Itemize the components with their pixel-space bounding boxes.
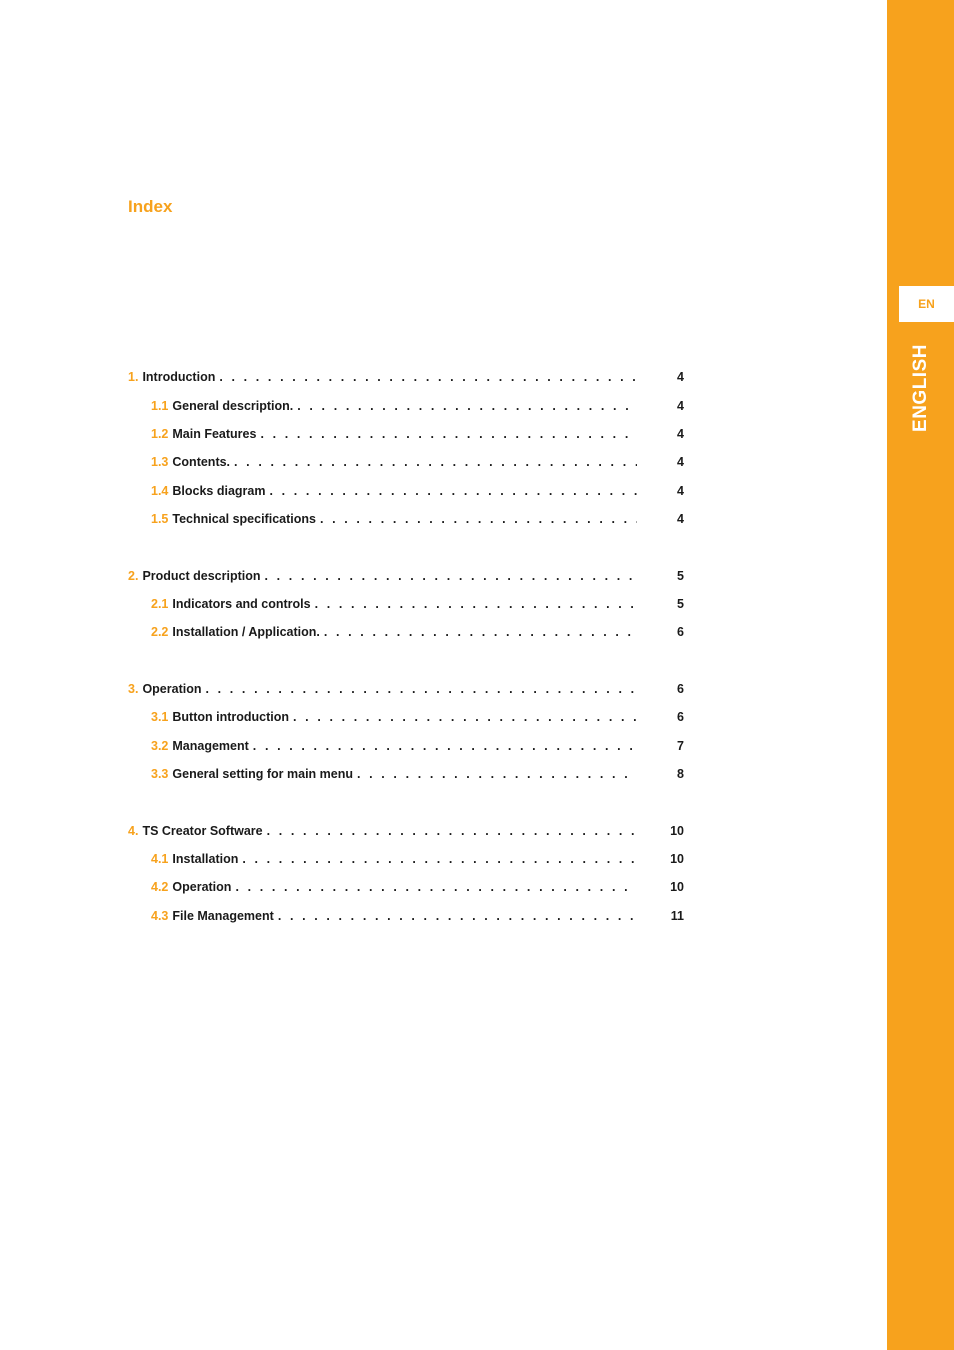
toc-entry-page: 4 bbox=[677, 455, 684, 469]
toc-entry-page: 4 bbox=[677, 399, 684, 413]
toc-entry-page: 8 bbox=[677, 767, 684, 781]
toc-entry-number: 1.3 bbox=[151, 455, 169, 469]
toc-entry[interactable] bbox=[151, 455, 684, 471]
toc-entry-number: 1.5 bbox=[151, 512, 169, 526]
toc-entry-page: 6 bbox=[677, 710, 684, 724]
toc-entry-label: Main Features bbox=[172, 427, 257, 441]
toc-entry[interactable] bbox=[128, 370, 684, 386]
toc-leader-dots bbox=[357, 767, 637, 781]
toc-leader-dots bbox=[265, 569, 637, 583]
toc-entry-label: TS Creator Software bbox=[142, 824, 263, 838]
toc-entry[interactable] bbox=[151, 399, 684, 415]
toc-entry-label: Technical specifications bbox=[172, 512, 316, 526]
toc-entry-number: 1.4 bbox=[151, 484, 169, 498]
toc-entry[interactable] bbox=[151, 909, 684, 925]
toc-leader-dots bbox=[324, 625, 637, 639]
toc-leader-dots bbox=[293, 710, 637, 724]
toc-leader-dots bbox=[235, 880, 635, 894]
toc-entry-page: 5 bbox=[677, 597, 684, 611]
toc-leader-dots bbox=[205, 682, 637, 696]
toc-entry[interactable] bbox=[151, 625, 684, 641]
toc-entry-number: 3. bbox=[128, 682, 139, 696]
toc-entry[interactable] bbox=[128, 682, 684, 698]
toc-entry-number: 3.3 bbox=[151, 767, 169, 781]
toc-entry[interactable] bbox=[151, 767, 684, 783]
toc-entry-label: Button introduction bbox=[172, 710, 290, 724]
toc-leader-dots bbox=[242, 852, 635, 866]
toc-entry-number: 2.1 bbox=[151, 597, 169, 611]
toc-entry-page: 5 bbox=[677, 569, 684, 583]
toc-entry-page: 4 bbox=[677, 370, 684, 384]
toc-entry-label: Operation bbox=[142, 682, 202, 696]
toc-entry-number: 4.2 bbox=[151, 880, 169, 894]
toc-entry-label: General description. bbox=[172, 399, 294, 413]
toc-leader-dots bbox=[320, 512, 637, 526]
toc-entry-label: Indicators and controls bbox=[172, 597, 311, 611]
toc-entry-label: Installation bbox=[172, 852, 239, 866]
toc-entry-page: 11 bbox=[670, 909, 684, 923]
toc-entry-label: Introduction bbox=[142, 370, 216, 384]
toc-leader-dots bbox=[269, 484, 637, 498]
toc-entry[interactable] bbox=[151, 597, 684, 613]
toc-entry-page: 4 bbox=[677, 484, 684, 498]
toc-entry[interactable] bbox=[151, 852, 684, 868]
toc-entry-label: Contents. bbox=[172, 455, 231, 469]
toc-entry[interactable] bbox=[151, 484, 684, 500]
toc-entry[interactable] bbox=[151, 710, 684, 726]
page-title: Index bbox=[128, 197, 173, 216]
toc-entry-label: File Management bbox=[172, 909, 274, 923]
toc-entry-number: 1. bbox=[128, 370, 139, 384]
toc-entry[interactable] bbox=[151, 880, 684, 896]
toc-entry-label: Installation / Application. bbox=[172, 625, 320, 639]
toc-entry-page: 6 bbox=[677, 625, 684, 639]
language-tab-en[interactable]: EN bbox=[899, 286, 954, 322]
toc-entry-number: 4.1 bbox=[151, 852, 169, 866]
toc-entry-page: 4 bbox=[677, 427, 684, 441]
toc-leader-dots bbox=[267, 824, 635, 838]
toc-entry-page: 4 bbox=[677, 512, 684, 526]
toc-entry-page: 10 bbox=[670, 880, 684, 894]
toc-entry[interactable] bbox=[151, 427, 684, 443]
toc-entry-label: Blocks diagram bbox=[172, 484, 266, 498]
toc-leader-dots bbox=[253, 739, 637, 753]
toc-leader-dots bbox=[315, 597, 637, 611]
toc-entry[interactable] bbox=[128, 824, 684, 840]
toc-leader-dots bbox=[234, 455, 637, 469]
toc-leader-dots bbox=[297, 399, 637, 413]
toc-entry-number: 4. bbox=[128, 824, 139, 838]
toc-entry-number: 2. bbox=[128, 569, 139, 583]
toc-entry-number: 2.2 bbox=[151, 625, 169, 639]
toc-entry-number: 1.1 bbox=[151, 399, 169, 413]
toc-entry[interactable] bbox=[151, 512, 684, 528]
toc-entry-number: 4.3 bbox=[151, 909, 169, 923]
toc-entry-number: 3.1 bbox=[151, 710, 169, 724]
toc-leader-dots bbox=[219, 370, 637, 384]
toc-entry-label: Operation bbox=[172, 880, 232, 894]
toc-entry-page: 7 bbox=[677, 739, 684, 753]
toc-entry[interactable] bbox=[128, 569, 684, 585]
toc-entry-label: General setting for main menu bbox=[172, 767, 353, 781]
toc-entry-number: 3.2 bbox=[151, 739, 169, 753]
toc-entry-label: Product description bbox=[142, 569, 261, 583]
toc-leader-dots bbox=[278, 909, 636, 923]
language-sidebar bbox=[887, 0, 954, 1350]
toc-entry-page: 6 bbox=[677, 682, 684, 696]
toc-entry-label: Management bbox=[172, 739, 249, 753]
toc-entry[interactable] bbox=[151, 739, 684, 755]
toc-leader-dots bbox=[260, 427, 637, 441]
toc-entry-number: 1.2 bbox=[151, 427, 169, 441]
language-label: ENGLISH bbox=[910, 344, 931, 432]
toc-entry-page: 10 bbox=[670, 824, 684, 838]
toc-entry-page: 10 bbox=[670, 852, 684, 866]
